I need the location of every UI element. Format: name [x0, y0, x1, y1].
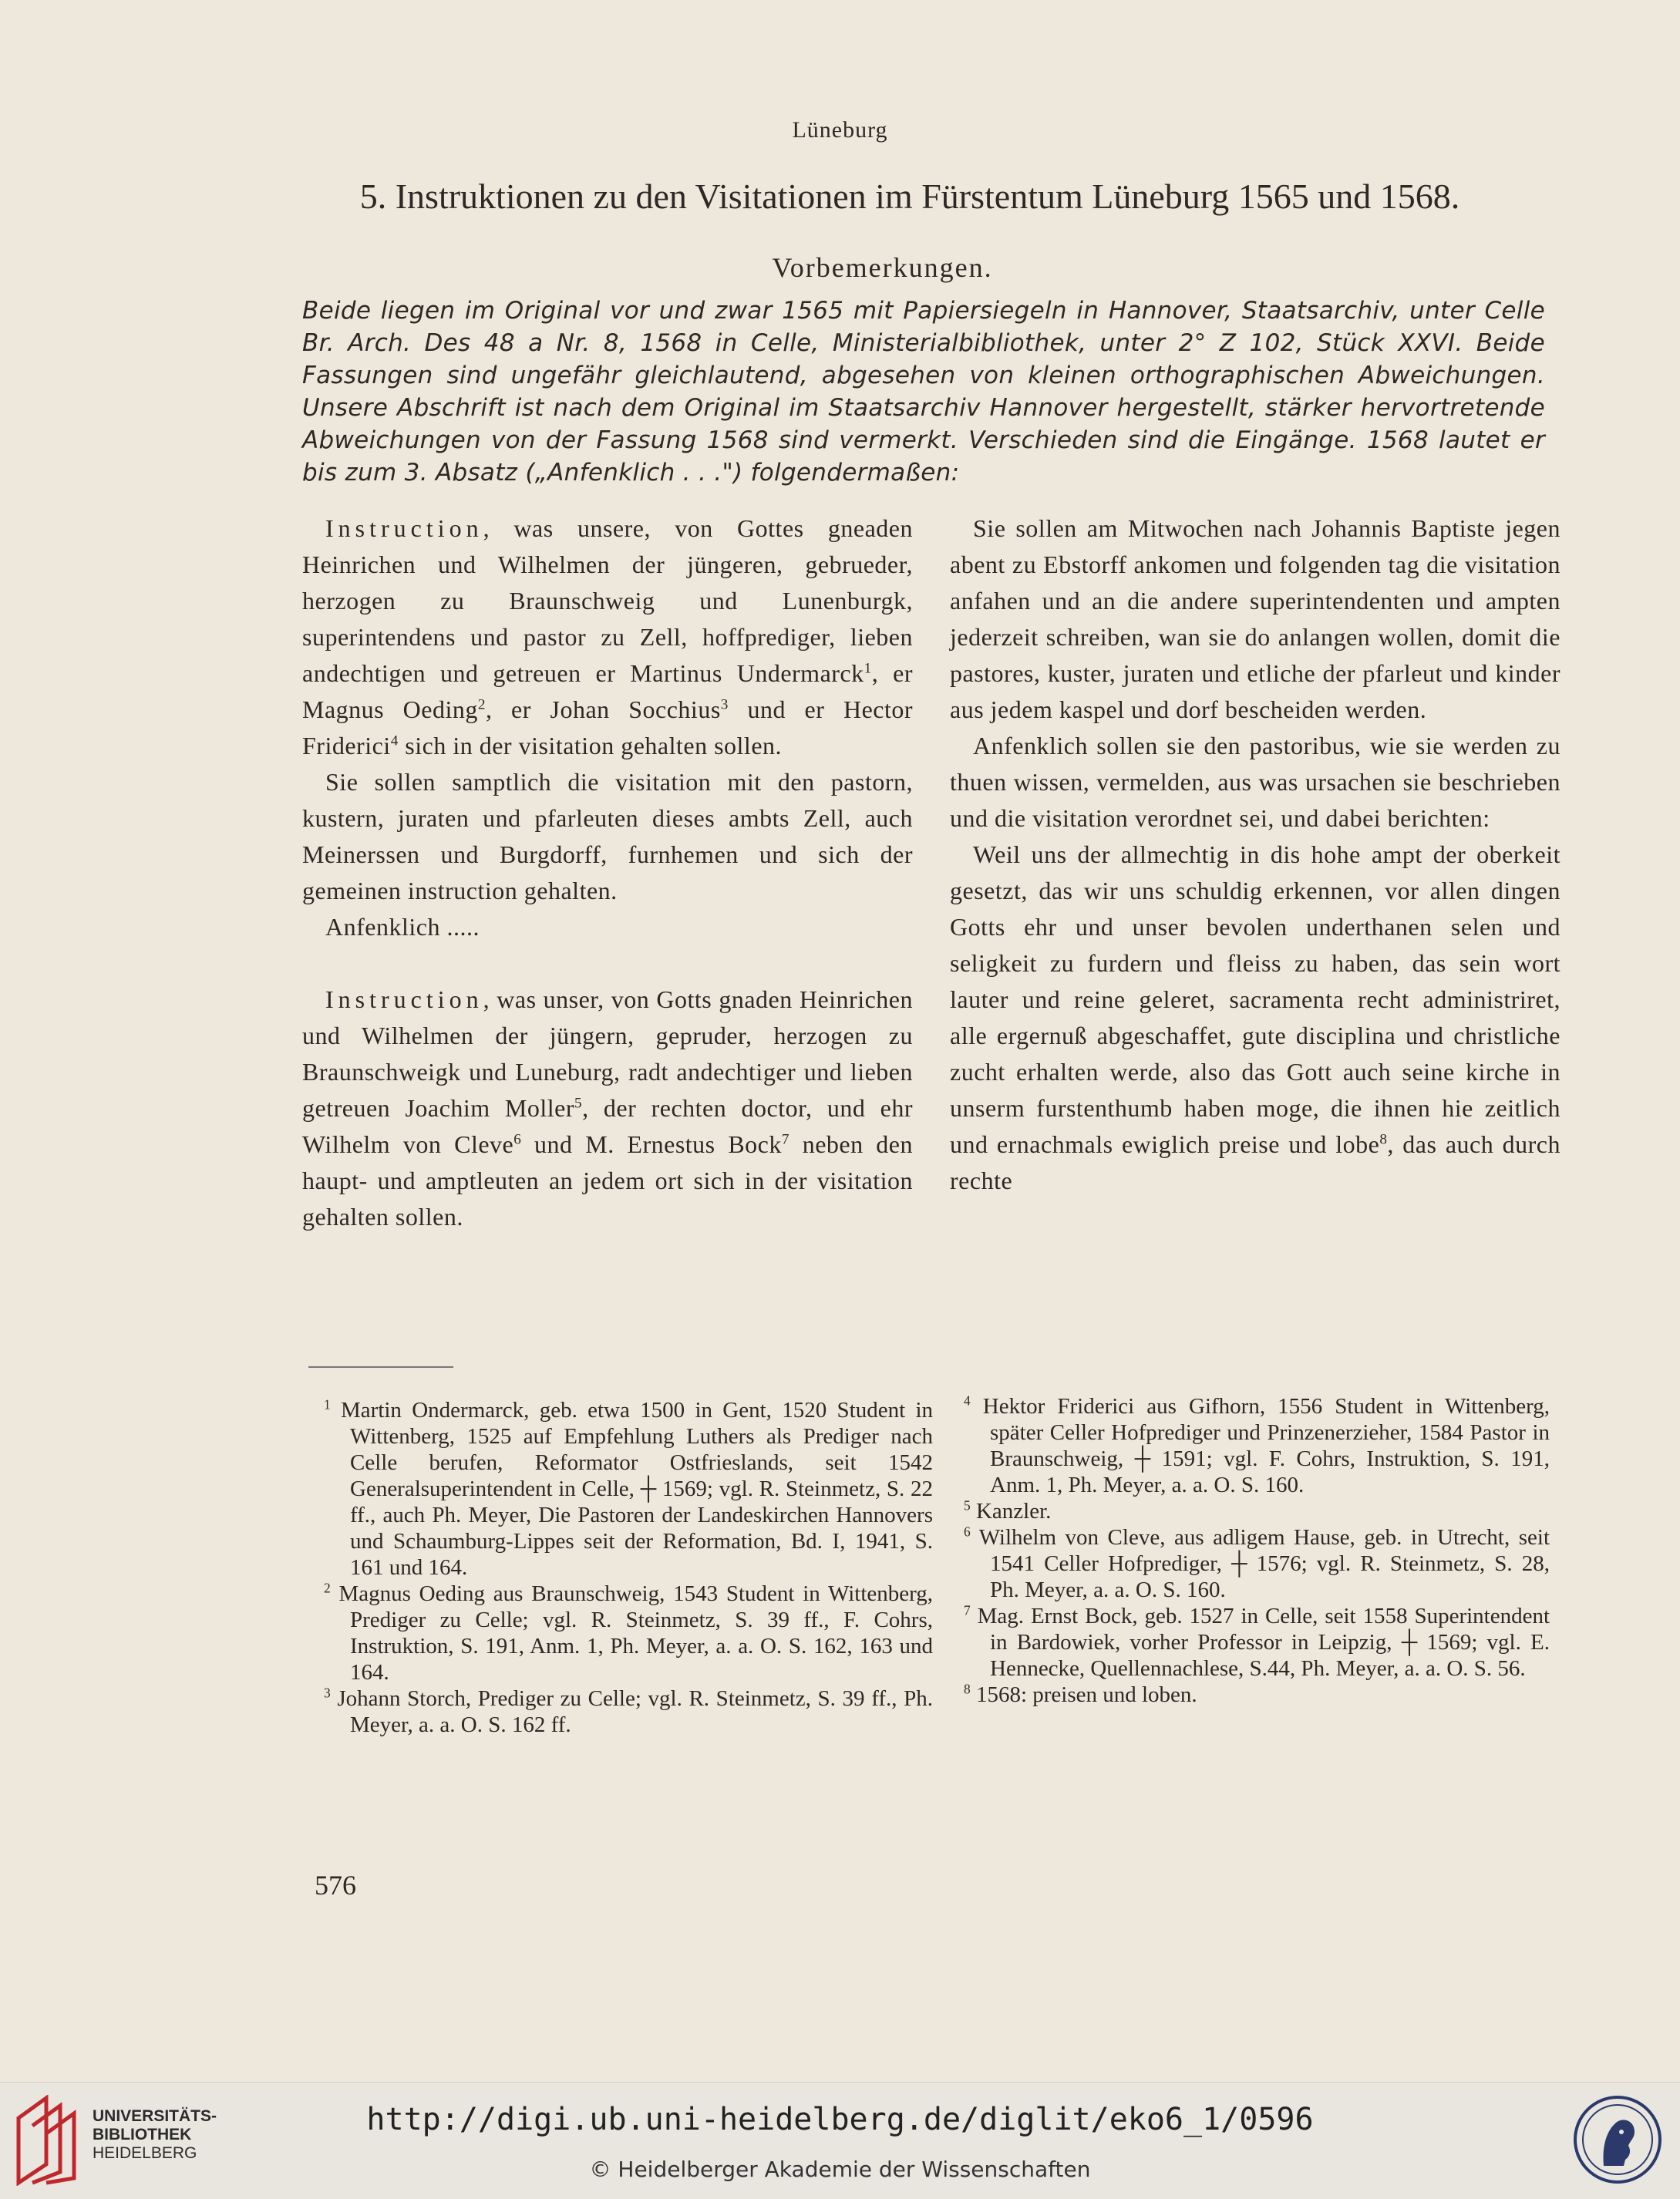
page-number: 576 — [315, 1870, 356, 1901]
section-title: 5. Instruktionen zu den Visitationen im Fürstentum Lüneburg 1565 und 1568. — [359, 177, 1460, 216]
intro-paragraph: Beide liegen im Original vor und zwar 1565 mit Papiersiegeln in Hannover, Staatsarchiv, unter Celle Br. Arch. Des 48 a Nr. 8, 1568 in Celle, Ministerialbibliothek, unter 2° Z 102, Stück XXVI. Beide Fassungen sind ungefähr gleichlautend, abgesehen von kleinen orthographischen Abweichungen. Unsere Abschrift ist nach dem Original im Staatsarchiv Hannover hergestellt, stärker hervortretende Abweichungen von der Fassung 1568 sind vermerkt. Verschieden sind die Eingänge. 1568 lautet er bis zum 3. Absatz („Anfenklich . . .") folgendermaßen: — [302, 297, 1545, 487]
footnote-divider — [308, 1366, 453, 1368]
right-paragraph-2: Anfenklich sollen sie den pastoribus, wie sie werden zu thuen wissen, vermelden, aus was ursachen sie beschrieben und die visitation verordnet sei, und dabei berichten: — [950, 732, 1560, 832]
instruction-lead: Instruction — [325, 514, 483, 542]
footnote-ref[interactable]: 8 — [1379, 1131, 1388, 1148]
left-paragraph-4: Instruction, was unser, von Gotts gnaden Heinrichen und Wilhelmen der jüngern, gepruder, herzogen zu Braunschweigk und Luneburg, radt andechtiger und lieben getreuen Joachim Moller$^5$, der rechten doctor, und ehr Wilhelm von Cleve$^6$ und M. Ernestus Bock$^7$ neben den haupt- und amptleuten an jedem ort sich in der visitation gehalten sollen. — [302, 985, 914, 1231]
right-paragraph-3: Weil uns der allmechtig in dis hohe ampt der oberkeit gesetzt, das wir uns schuldig erkennen, vor allen dingen Gotts ehr und unser bevolen underthanen selen und seligkeit zu furdern und fleiss zu haben, das sein wort lauter und reine geleret, sacramenta recht administriret, alle ergernuß abgeschaffet, gute disciplina und christliche zucht erhalten werde, also das Gott auch seine kirche in unserm furstenthumb haben moge, die ihnen hie zeitlich und ernachmals ewiglich preise und lobe$^8$, das auch durch rechte — [950, 840, 1561, 1194]
academy-seal-icon — [1573, 2095, 1662, 2184]
footnote-ref[interactable]: 5 — [574, 1095, 583, 1112]
paragraph-gap — [302, 945, 913, 982]
section-subtitle: Vorbemerkungen. — [772, 252, 993, 283]
footnote: $^5$ Kanzler. — [964, 1497, 1052, 1524]
right-paragraph-1: Sie sollen am Mitwochen nach Johannis Baptiste jegen abent zu Ebstorff ankomen und folgenden tag die visitation anfahen und an die andere superintendenten und ampten jederzeit schreiben, wan sie do anlangen wollen, domit die pastores, kuster, juraten und etliche der pfarleut und kinder aus jedem kaspel und dorf bescheiden werden. — [950, 514, 1560, 723]
footnote-ref[interactable]: 4 — [390, 732, 399, 749]
left-paragraph-3: Anfenklich ..... — [325, 913, 480, 941]
footnote-ref[interactable]: 7 — [781, 1131, 789, 1148]
permalink-url[interactable]: http://digi.ub.uni-heidelberg.de/diglit/eko6_1/0596 — [366, 2102, 1314, 2137]
footnote-ref[interactable]: 6 — [513, 1131, 522, 1148]
running-head: Lüneburg — [792, 117, 888, 143]
footnotes-left — [324, 1397, 933, 1738]
instruction-lead: Instruction — [325, 985, 483, 1013]
copyright-notice: © Heidelberger Akademie der Wissenschaften — [589, 2157, 1091, 2182]
footnote: $^7$ Mag. Ernst Bock, geb. 1527 in Celle, seit 1558 Superintendent in Bardowiek, vorher Professor in Leipzig, ┼ 1569; vgl. E. Hennecke, Quellennachlese, S.44, Ph. Meyer, a. a. O. S. 56. — [964, 1602, 1550, 1681]
footnote-ref[interactable]: 3 — [720, 696, 729, 713]
footnote: $^8$ 1568: preisen und loben. — [964, 1681, 1197, 1707]
footnote: $^1$ Martin Ondermarck, geb. etwa 1500 in Gent, 1520 Student in Wittenberg, 1525 auf Empfehlung Luthers als Prediger nach Celle berufen, Reformator Ostfrieslands, seit 1542 Generalsuperintendent in Celle, ┼ 1569; vgl. R. Steinmetz, S. 22 ff., auch Ph. Meyer, Die Pastoren der Landeskirchen Hannovers und Schaumburg-Lippes seit der Reformation, Bd. I, 1941, S. 161 und 164. — [324, 1396, 933, 1580]
right-column — [950, 510, 1560, 1199]
footnote: $^3$ Johann Storch, Prediger zu Celle; vgl. R. Steinmetz, S. 39 ff., Ph. Meyer, a. a. O. S. 162 ff. — [324, 1685, 933, 1737]
footnote: $^2$ Magnus Oeding aus Braunschweig, 1543 Student in Wittenberg, Prediger zu Celle; vgl. R. Steinmetz, S. 39 ff., F. Cohrs, Instruktion, S. 191, Anm. 1, Ph. Meyer, a. a. O. S. 162, 163 und 164. — [324, 1580, 934, 1685]
footnote: $^4$ Hektor Friderici aus Gifhorn, 1556 Student in Wittenberg, später Celler Hofprediger und Prinzenerzieher, 1584 Pastor in Braunschweig, ┼ 1591; vgl. F. Cohrs, Instruktion, S. 191, Anm. 1, Ph. Meyer, a. a. O. S. 160. — [964, 1392, 1550, 1497]
left-paragraph-2: Sie sollen samptlich die visitation mit den pastorn, kustern, juraten und pfarleuten dieses ambts Zell, auch Meinerssen und Burgdorff, furnhemen und sich der gemeinen instruction gehalten. — [302, 768, 913, 904]
library-name: UNIVERSITÄTS- BIBLIOTHEK HEIDELBERG — [93, 2107, 217, 2162]
footnotes-right — [964, 1393, 1550, 1708]
left-column — [302, 510, 913, 1235]
footnote: $^6$ Wilhelm von Cleve, aus adligem Hause, geb. in Utrecht, seit 1541 Celler Hofprediger, ┼ 1576; vgl. R. Steinmetz, S. 28, Ph. Meyer, a. a. O. S. 160. — [964, 1524, 1550, 1602]
footnote-ref[interactable]: 1 — [864, 660, 872, 677]
footnote-ref[interactable]: 2 — [477, 696, 486, 713]
left-paragraph-1: Instruction, was unsere, von Gottes gneaden Heinrichen und Wilhelmen der jüngeren, gebrueder, herzogen zu Braunschweig und Lunenburgk, superintendens und pastor zu Zell, hoffprediger, lieben andechtigen und getreuen er Martinus Undermarck$^1$, er Magnus Oeding$^2$, er Johan Socchius$^3$ und er Hector Friderici$^4$ sich in der visitation gehalten sollen. — [302, 514, 914, 759]
